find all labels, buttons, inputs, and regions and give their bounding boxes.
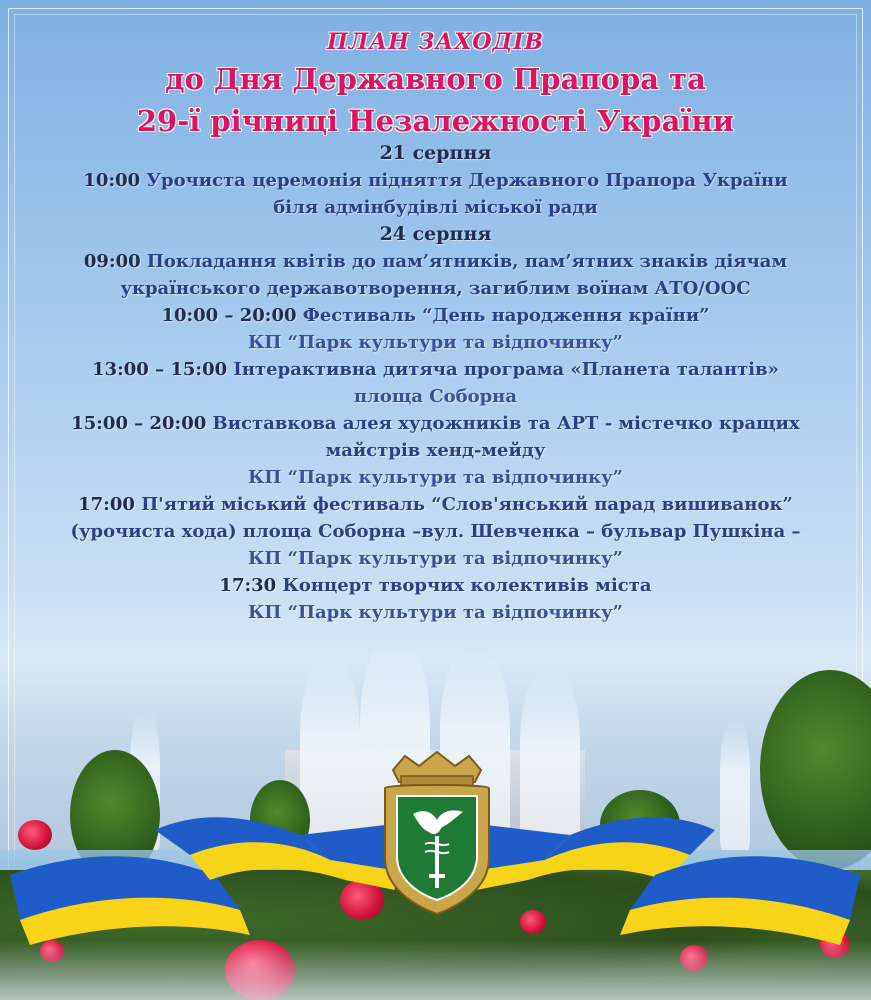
event-title: Фестиваль “День народження країни”	[302, 305, 710, 326]
event-line-cont: українського державотворення, загиблим воїнам АТО/ООС	[120, 278, 751, 299]
event-title: Інтерактивна дитяча програма «Планета талантів»	[233, 359, 779, 380]
city-coat-of-arms-icon	[379, 748, 495, 918]
event-title: Концерт творчих колективів міста	[282, 575, 652, 596]
title-plan: ПЛАН ЗАХОДІВ	[326, 29, 545, 55]
event-line	[20, 491, 851, 518]
event-time: 10:00	[83, 170, 141, 191]
title-anniversary: 29-ї річниці Незалежності України	[136, 104, 735, 138]
title-occasion: до Дня Державного Прапора та	[165, 62, 706, 96]
event-time: 17:00	[78, 494, 135, 515]
event-title: П'ятий міський фестиваль “Слов'янський парад вишиванок”	[141, 494, 793, 515]
event-time: 10:00 – 20:00	[161, 305, 297, 326]
event-place: КП “Парк культури та відпочинку”	[248, 332, 623, 353]
event-line	[20, 572, 851, 599]
event-title: Виставкова алея художників та АРТ - містечко кращих	[212, 413, 800, 434]
event-line-cont: майстрів хенд-мейду	[325, 440, 546, 461]
event-line-cont: (урочиста хода) площа Соборна –вул. Шевченка – бульвар Пушкіна –	[70, 521, 801, 542]
event-title: Покладання квітів до пам’ятників, пам’ятних знаків діячам	[146, 251, 788, 272]
event-time: 13:00 – 15:00	[92, 359, 228, 380]
event-time: 15:00 – 20:00	[71, 413, 207, 434]
event-line	[20, 248, 851, 275]
event-place: КП “Парк культури та відпочинку”	[248, 548, 623, 569]
event-place: КП “Парк культури та відпочинку”	[248, 602, 623, 623]
event-line	[20, 356, 851, 383]
event-time: 17:30	[219, 575, 277, 596]
event-line	[20, 410, 851, 437]
date-heading: 21 серпня	[379, 142, 492, 164]
event-line-cont: біля адмінбудівлі міської ради	[273, 197, 598, 218]
event-program	[20, 140, 851, 626]
event-place: КП “Парк культури та відпочинку”	[248, 467, 623, 488]
title-block	[0, 26, 871, 142]
event-time: 09:00	[83, 251, 141, 272]
date-heading: 24 серпня	[379, 223, 492, 245]
event-line	[20, 302, 851, 329]
event-line	[20, 167, 851, 194]
event-title: Урочиста церемонія підняття Державного Прапора України	[146, 170, 788, 191]
event-place: площа Соборна	[353, 386, 518, 407]
